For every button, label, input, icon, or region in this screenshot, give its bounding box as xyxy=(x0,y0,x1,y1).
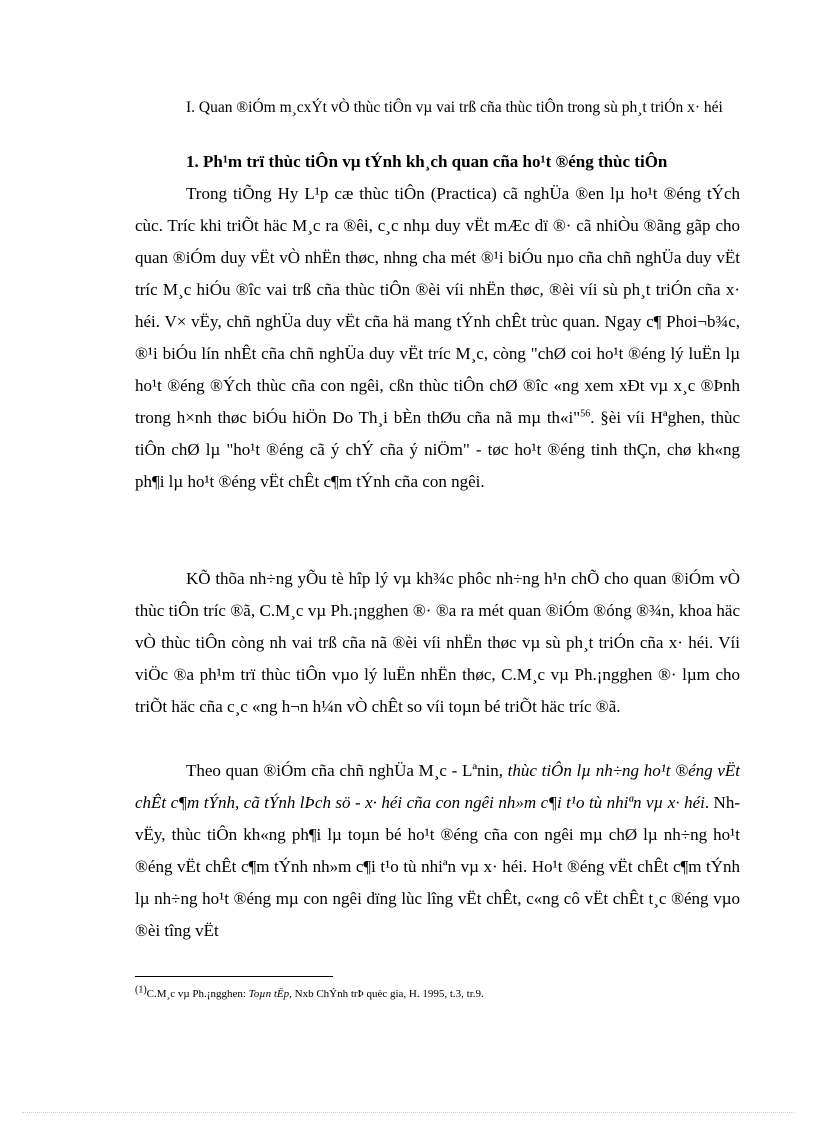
practice-definition: thùc tiÔn lµ nh÷ng ho¹t ®éng vËt chÊt c¶m tÝnh, cã tÝnh lÞch sö - x· héi cña con ngêi nh»m c¶i t¹o tù nhiªn vµ x· héi xyxy=(135,761,740,812)
section-heading xyxy=(135,92,735,124)
footnote xyxy=(135,984,484,1000)
paragraph-2: KÕ thõa nh÷ng yÕu tè hîp lý vµ kh¾c phôc nh÷ng h¹n chÕ cho quan ®iÓm vÒ thùc tiÔn tríc ®ã, C.M¸c vµ Ph.¡ngghen ®· ®a ra mét quan ®iÓm ®óng ®¾n, khoa häc vÒ thùc tiÔn còng nh vai trß cña nã ®èi víi nhËn thøc vµ sù ph¸t triÓn cña x· héi. Víi viÖc ®a ph¹m trï thùc tiÔn vµo lý luËn nhËn thøc, C.M¸c vµ Ph.¡ngghen ®· lµm cho triÕt häc cña c¸c «ng h¬n h¼n vÒ chÊt so víi toµn bé triÕt häc tríc ®ã. xyxy=(135,569,740,716)
footnote-author: C.M¸c vµ Ph.¡ngghen: xyxy=(146,988,249,1000)
paragraph-1-continuation: . §èi víi Hªghen, thùc tiÔn chØ lµ "ho¹t ®éng cã ý chÝ cña ý niÖm" - tøc ho¹t ®éng tinh thÇn, chø kh«ng ph¶i lµ ho¹t ®éng vËt chÊt c¶m tÝnh cña con ngêi. xyxy=(135,408,741,491)
paragraph-3 xyxy=(135,755,740,947)
footnote-reference[interactable]: 56 xyxy=(580,408,591,420)
page-bottom-border xyxy=(22,1112,794,1113)
footnote-separator xyxy=(135,976,333,977)
sub-heading: 1. Ph¹m trï thùc tiÔn vµ tÝnh kh¸ch quan cña ho¹t ®éng thùc tiÔn xyxy=(186,152,668,171)
footnote-details: , Nxb ChÝnh trÞ quèc gia, H. 1995, t.3, tr.9. xyxy=(289,988,484,1000)
footnote-marker: (1) xyxy=(135,984,147,996)
paragraph-1-text: Trong tiÕng Hy L¹p cæ thùc tiÔn (Practica) cã nghÜa ®en lµ ho¹t ®éng tÝch cùc. Tríc khi triÕt häc M¸c ra ®êi, c¸c nhµ duy vËt mÆc dï ®· cã nhiÒu ®ãng gãp cho quan ®iÓm duy vËt vÒ nhËn thøc, nhng cha mét ®¹i biÓu nµo cña chñ nghÜa duy vËt tríc M¸c hiÓu ®îc vai trß cña thùc tiÔn ®èi víi nhËn thøc, ®èi víi sù ph¸t triÓn cña x· héi. V× vËy, chñ nghÜa duy vËt cña hä mang tÝnh chÊt trùc quan. Ngay c¶ Phoi¬b¾c, ®¹i biÓu lín nhÊt cña chñ nghÜa duy vËt tríc M¸c, còng "chØ coi ho¹t ®éng lý luËn lµ ho¹t ®éng ®Ých thùc cña con ngêi, cßn thùc tiÔn chØ ®îc «ng xem xÐt vµ x¸c ®Þnh trong h×nh thøc biÓu hiÖn Do Th¸i bÈn thØu cña nã mµ th«i" xyxy=(135,184,740,427)
paragraph-1 xyxy=(135,178,740,498)
paragraph-3-intro: Theo quan ®iÓm cña chñ nghÜa M¸c - Lªnin, xyxy=(186,761,508,780)
footnote-title: Toµn tËp xyxy=(248,988,290,1000)
section-heading-text: I. Quan ®iÓm m¸cxÝt vÒ thùc tiÔn vµ vai trß cña thùc tiÔn trong sù ph¸t triÓn x· héi xyxy=(186,99,723,116)
paragraph-3-rest: . Nh vËy, thùc tiÔn kh«ng ph¶i lµ toµn bé ho¹t ®éng cña con ngêi mµ chØ lµ nh÷ng ho¹t ®éng vËt chÊt c¶m tÝnh nh»m c¶i t¹o tù nhiªn vµ x· héi. Ho¹t ®éng vËt chÊt c¶m tÝnh lµ nh÷ng ho¹t ®éng mµ con ngêi dïng lùc lîng vËt chÊt, c«ng cô vËt chÊt t¸c ®éng vµo ®èi tîng vËt xyxy=(135,793,741,940)
